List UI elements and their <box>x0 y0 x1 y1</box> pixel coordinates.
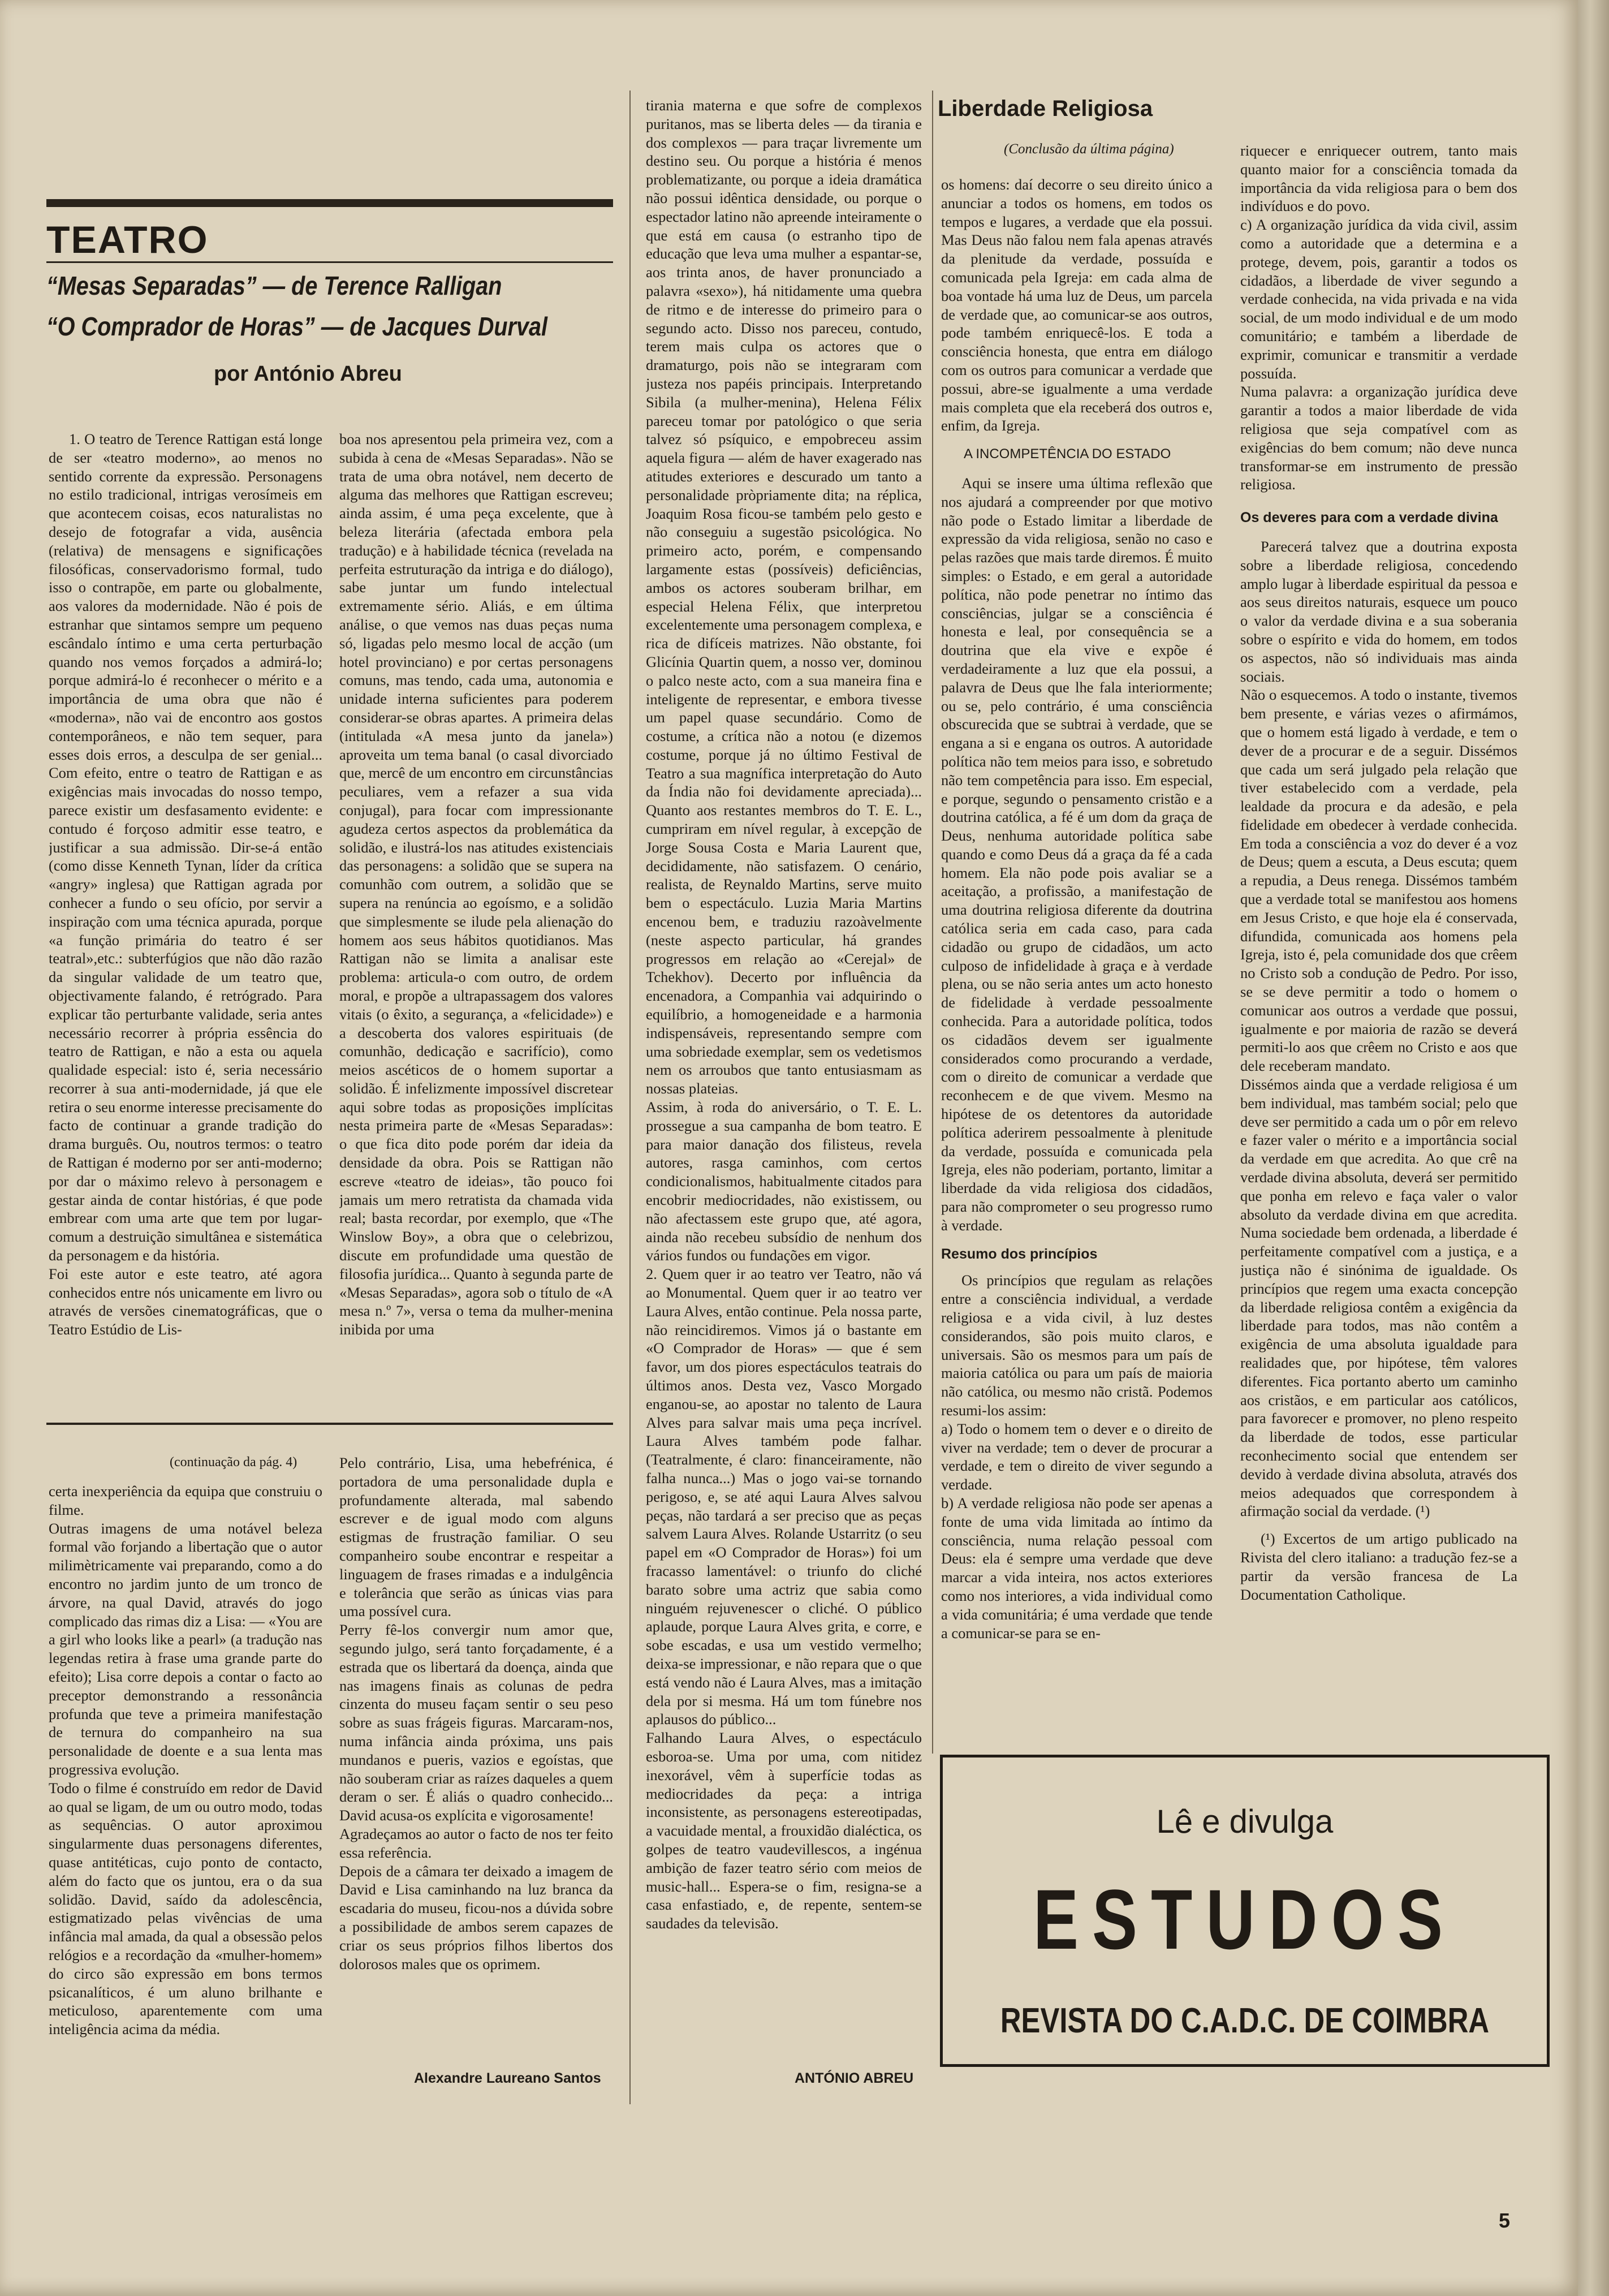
cinema-col2-text: Pelo contrário, Lisa, uma hebefrénica, é portadora de uma personalidade dupla e profundamente alterada, mal sabendo escrever e de igual modo com alguns estigmas de frustração familiar. O seu companheiro soube encontrar e respeitar a linguagem de frases rimadas e a indulgência e tolerância que serão as únicas vias para uma possível cura. Perry fê-los convergir num amor que, segundo julgo, será tanto forçadamente, é a estrada que os libertará da doença, ainda que nas imagens finais as colunas de pedra cinzenta do museu façam sentir o seu peso sobre as suas frágeis figuras. Marcaram-nos, numa infância ainda próxima, uns pais mundanos e pueris, vazios e egoístas, que não souberam criar as raízes daqueles a quem deram o ser. É aliás o quadro conhecido... David acusa-os explícita e vigorosamente! Agradeçamos ao autor o facto de nos ter feito essa referência. Depois de a câmara ter deixado a imagem de David e Lisa caminhando na luz branca da escadaria do museu, ficou-nos a dúvida sobre a possibilidade de ambos serem capazes de criar os seus próprios filhos libertos dos dolorosos males que os oprimem. <box>339 1454 613 1972</box>
article-title-1: “Mesas Separadas” — de Terence Ralligan <box>46 271 502 300</box>
ad-title: ESTUDOS <box>1033 1872 1457 1967</box>
cinema-col1-text: certa inexperiência da equipa que construiu o filme. Outras imagens de uma notável beleza formal vão forjando a libertação que o autor milimètricamente vai preparando, como a do encontro no jardim junto de um tronco de árvore, na qual David, através do jogo complicado das rimas diz a Lisa: — «You are a girl who looks like a pearl» (a tradução nas legendas retira à frase uma grande parte do efeito); Lisa corre depois a contar o facto ao preceptor demonstrando a ressonância profunda que teve a primeira manifestação de ternura do companheiro na sua personalidade de doente e a sua lenta mas progressiva evolução. Todo o filme é construído em redor de David ao qual se ligam, de um ou outro modo, todas as sequências. O autor aproximou singularmente duas personagens diferentes, quase antitéticas, cujo ponto de contacto, além do facto que os juntou, era o da sua solidão. David, saído da adolescência, estigmatizado pelas vivências de uma infância mal amada, da qual a obsessão pelos relógios e a recordação da «mulher-homem» do circo são expressão em bons termos psicanalíticos, é um aluno brilhante e meticuloso, aparentemente com uma inteligência acima da média. <box>49 1483 322 2038</box>
section-heading: TEATRO <box>46 218 209 261</box>
liberdade-title: Liberdade Religiosa <box>938 96 1153 121</box>
continuation-note: (continuação da pág. 4) <box>170 1455 297 1470</box>
teatro-column-1 <box>49 430 322 1403</box>
liberdade-col2b-text: Parecerá talvez que a doutrina exposta sobre a liberdade religiosa, concedendo amplo lugar à liberdade espiritual da pessoa e aos seus direitos naturais, esquece um pouco o valor da verdade divina e a sua soberania sobre o espírito e vida do homem, em todos os aspectos, não só individuais mas ainda sociais. Não o esquecemos. A todo o instante, tivemos bem presente, e várias vezes o afirmámos, que o homem está ligado à verdade, e tem o dever de a procurar e de a seguir. Dissémos que cada um será julgado pela relação que tiver estabelecido com a verdade, pela lealdade da procura e da adesão, e pela fidelidade em obedecer à verdade conhecida. Em toda a consciência a voz do dever é a voz de Deus; quem a escuta, a Deus escuta; quem a repudia, a Deus renega. Dissémos também que a verdade total se manifestou aos homens em Jesus Cristo, e que hoje ela é conservada, difundida, comunicada aos homens pela Igreja, isto é, pela comunidade dos que crêem no Cristo sob a condução de Pedro. Por isso, se se deve permitir a todo o homem o comunicar aos outros a verdade que possui, igualmente e por maioria de razão se deverá permiti-lo aos que crêem no Cristo e aos que dele receberam mandato. Dissémos ainda que a verdade religiosa é um bem individual, mas também social; pelo que deve ser permitido a cada um o pôr em relevo e fazer valer o mérito e a importância social da verdade em que acredita. Ao que crê na verdade divina absoluta, deverá ser permitido que ponha em relevo e faça valer o valor absoluto da verdade divina em que acredita. Numa sociedade bem ordenada, a liberdade é perfeitamente compatível com a justiça, e a justiça não é sinónima de igualdade. Os princípios que regem uma exacta concepção da liberdade religiosa contêm a exigência da liberdade para todos, mas não contêm a exigência de uma absoluta igualdade para realidades que, por hipótese, têm valores diferentes. Fica portanto aberto um caminho aos cristãos, e em particular aos católicos, para favorecer e promover, no pleno respeito da liberdade de todos, esse particular reconhecimento social que entendem ser devido à verdade divina absoluta, através dos meios adequados que correspondem à afirmação social da verdade. (¹) <box>1240 537 1517 1520</box>
subhead-resumo: Resumo dos princípios <box>941 1246 1098 1262</box>
cinema-column-2 <box>339 1454 613 2076</box>
estudos-advertisement <box>940 1755 1550 2067</box>
subhead-deveres: Os deveres para com a verdade divina <box>1240 510 1498 526</box>
liberdade-col1c-text: Os princípios que regulam as relações entre a consciência individual, a verdade religiosa e a vida civil, à luz destes considerandos, são pois muito claros, e universais. São os mesmos para um país de maioria católica ou para um país de maioria não católica, ou mesmo não cristã. Podemos resumi-los assim: a) Todo o homem tem o dever e o direito de viver na verdade; tem o dever de procurar a verdade, e tem o direito de viver segundo a verdade. b) A verdade religiosa não pode ser apenas a fonte de uma vida limitada ao íntimo da consciência, numa relação pessoal com Deus: ela é sempre uma verdade que deve marcar a vida inteira, nos actos exteriores como nos interiores, a vida individual como a vida comunitária; é uma verdade que tende a comunicar-se para se en- <box>941 1272 1213 1642</box>
heading-underline <box>46 261 613 263</box>
liberdade-col1b-text: Aqui se insere uma última reflexão que nos ajudará a compreender por que motivo não pode o Estado limitar a liberdade de expressão da vida religiosa, senão no caso e pelas razões que mais tarde diremos. É muito simples: o Estado, e em geral a autoridade política, não pode penetrar no íntimo das consciências, julgar se a consciência é honesta e leal, por consequência se a doutrina que ela vive e expõe é verdadeiramente a luz que ela possui, a palavra de Deus que lhe fala interiormente; ou se, pelo contrário, é uma consciência obscurecida que se subtrai à verdade, que se engana a si e engana os outros. A autoridade política não tem meios para isso, e sobretudo não tem competência para isso. Em especial, e porque, segundo o pensamento cristão e a doutrina católica, a fé é um dom da graça de Deus, nenhuma autoridade política sabe quando e como Deus dá a graça da fé a cada homem. Ela não pode pois avaliar se a aceitação, a profissão, a manifestação de uma doutrina religiosa diferente da doutrina católica seria em cada caso, para cada cidadão ou grupo de cidadãos, um acto culposo de infidelidade à graça e à verdade plena, ou se não seria antes um acto honesto de fidelidade à verdade pessoalmente conhecida. Para a autoridade política, todos os cidadãos devem ser igualmente considerados como procurando a verdade, com o direito de comunicar a verdade que reconhecem e de que vivem. Mesmo na hipótese de os detentores da autoridade política aderirem pessoalmente à plenitude da verdade, possuída e comunicada pela Igreja, eles não poderiam, portanto, limitar a liberdade da vida religiosa dos cidadãos, para não comprometer o seu progresso rumo à verdade. <box>941 474 1213 1234</box>
ad-line-1: Lê e divulga <box>1156 1803 1334 1840</box>
liberdade-column-1 <box>941 175 1213 1742</box>
teatro-signature: ANTÓNIO ABREU <box>795 2070 914 2086</box>
cinema-signature: Alexandre Laureano Santos <box>414 2070 601 2086</box>
cinema-column-1 <box>49 1482 322 2104</box>
teatro-col1-text: 1. O teatro de Terence Rattigan está longe de ser «teatro moderno», ao menos no sentido corrente da expressão. Personagens no estilo tradicional, intrigas verosímeis em que acontecem coisas, ecos naturalistas no desejo de fotografar a vida, ausência (relativa) de mensagens e significações filosóficas, conservadorismo formal, tudo isso o contrapõe, em parte ou globalmente, aos valores da modernidade. Não é pois de estranhar que sintamos sempre um pequeno escândalo íntimo e uma certa perturbação quando nos vemos forçados a admirá-lo; porque admirá-lo é reconhecer o mérito e a importância de uma obra que não é «moderna», não vai de encontro aos gostos contemporâneos, e não tem sequer, para esses dois erros, a desculpa de ser genial... Com efeito, entre o teatro de Rattigan e as exigências mais invocadas do nosso tempo, parece existir um desfasamento evidente: e contudo é forçoso admitir esse teatro, e justificar a sua admissão. Dir-se-á então (como disse Kenneth Tynan, líder da crítica «angry» inglesa) que Rattigan agrada por conhecer a fundo o seu ofício, por servir a inspiração com uma técnica apurada, porque «a função primária do teatro é ser teatral»,etc.: subterfúgios que não dão razão da singular validade de um teatro que, objectivamente falando, é retrógrado. Para explicar tão perturbante validade, seria antes necessário recorrer à própria essência do teatro de Rattigan, e não a esta ou aquela qualidade especial: isto é, seria necessário recorrer à sua anti-modernidade, já que ele retira o seu enorme interesse precisamente do facto de continuar a grande tradição do drama burguês. Ou, noutros termos: o teatro de Rattigan é moderno por ser anti-moderno; por dar o máximo relevo à personagem e gestar ainda de contar histórias, é que pode embrear com uma arte que tem por lugar-comum a destruição simultânea e sistemática da personagem e da história. Foi este autor e este teatro, até agora conhecidos entre nós unicamente em livro ou através de versões cinematográficas, que o Teatro Estúdio de Lis- <box>49 430 322 1338</box>
top-rule <box>46 199 613 207</box>
teatro-column-3 <box>646 96 922 2031</box>
column-divider-right <box>932 91 933 1754</box>
liberdade-col1a-text: os homens: daí decorre o seu direito único a anunciar a todos os homens, em todos os tempos e lugares, a verdade que ela possui. Mas Deus não falou nem fala apenas através da plenitude da verdade, possuída e comunicada pela Igreja: em cada alma de boa vontade há uma luz de Deus, um parcela de verdade que, ao comunicar-se aos outros, pode também enriquecê-los. E toda a consciência honesta, que entra em diálogo com os outros para comunicar a verdade que possui, abre-se igualmente a uma verdade mais completa que ela receberá dos outros e, enfim, da Igreja. <box>941 176 1213 434</box>
page-edge <box>1578 0 1609 2296</box>
liberdade-column-2 <box>1240 141 1517 1742</box>
subhead-incompetencia: A INCOMPETÊNCIA DO ESTADO <box>964 446 1171 462</box>
teatro-col3-text: tirania materna e que sofre de complexos puritanos, mas se liberta deles — da tirania e dos complexos — para traçar livremente um destino seu. Ou porque a história é menos problematizante, ou porque a ideia dramática não possui idêntica densidade, ou porque o espectador latino não apreende inteiramente o que está em causa (o estranho tipo de educação que leva uma mulher a espantar-se, aos trinta anos, de haver pronunciado a palavra «sexo»), há nitidamente uma quebra de ritmo e de interesse do primeiro para o segundo acto. Disso nos pareceu, contudo, terem mais culpa os actores que o dramaturgo, pois não se integraram com justeza nos papéis principais. Interpretando Sibila (a mulher-menina), Helena Félix pareceu tomar por patológico o que seria talvez só psíquico, e empobreceu assim aquela figura — além de haver exagerado nas atitudes exteriores e descurado um tanto a personalidade pròpriamente dita; na réplica, Joaquim Rosa ficou-se também pelo gesto e não conseguiu a sugestão psicológica. No primeiro acto, porém, e compensando largamente estas (possíveis) deficiências, ambos os actores souberam brilhar, em especial Helena Félix, que interpretou excelentemente uma personagem complexa, e rica de difíceis matrizes. Não obstante, foi Glicínia Quartin quem, a nosso ver, dominou o palco neste acto, com a sua maneira fina e inteligente de representar, e embora tivesse um papel quase secundário. Como de costume, a crítica não a notou (e dizemos costume, porque já no último Festival de Teatro a sua magnífica interpretação do Auto da Índia não foi devidamente apreciada)... Quanto aos restantes membros do T. E. L., cumpriram em nível regular, à excepção de Jorge Sousa Costa e Maria Laurent que, decididamente, não satisfazem. O cenário, realista, de Reynaldo Martins, serve muito bem o espectáculo. Luzia Maria Martins encenou bem, e traduziu razoàvelmente (neste aspecto particular, há grandes progressos em relação ao «Cerejal» de Tchekhov). Decerto por influência da encenadora, a Companhia vai adquirindo o equilíbrio, a homogeneidade e a harmonia indispensáveis, representando sempre com uma sobriedade exemplar, sem os vedetismos nem os arroubos que tanto entusiasmam as nossas plateias. Assim, à roda do aniversário, o T. E. L. prossegue a sua campanha de bom teatro. E para maior danação dos filisteus, revela autores, rasga caminhos, com certos condicionalismos, habitualmente citados para encobrir mediocridades, não existissem, ou não afectassem este grupo que, até agora, ainda não recebeu subsídio de nenhum dos vários fundos ou fundações em vigor. 2. Quem quer ir ao teatro ver Teatro, não vá ao Monumental. Quem quer ir ao teatro ver Laura Alves, então continue. Pela nossa parte, não reincidiremos. Vimos já o bastante em «O Comprador de Horas» — que é sem favor, um dos piores espectáculos teatrais do últimos anos. Desta vez, Vasco Morgado enganou-se, ao apostar no talento de Laura Alves para salvar mais uma peça incrível. Laura Alves também pode falhar. (Teatralmente, é claro: financeiramente, não falha nunca...) Mas o jogo vai-se tornando perigoso, e, se até aqui Laura Alves salvou peças, não tardará a ser preciso que as peças salvem Laura Alves. Rolande Ustarritz (o seu papel em «O Comprador de Horas») foi um fracasso lamentável: o triunfo do cliché barato sobre uma actriz que sabia como ninguém rejuvenescer o cliché. O público aplaude, porque Laura Alves grita, e corre, e sobe escadas, e usa um vestido vermelho; deixa-se impressionar, e não repara que o que está vendo não é Laura Alves, mas a imitação dela por si mesma. Há um tom fúnebre nos aplausos do público... Falhando Laura Alves, o espectáculo esboroa-se. Uma por uma, com nitidez inexorável, vêm à superfície todas as mediocridades da peça: a intriga inconsistente, as personagens estereotipadas, a vacuidade mental, a frouxidão dialéctica, os golpes de teatro vaudevillescos, a ingénua ambição de fazer teatro sério com meios de music-hall... Espera-se o fim, resigna-se a casa enfastiado, e, de repente, sentem-se saudades da televisão. <box>646 97 922 1932</box>
byline: por António Abreu <box>214 362 402 386</box>
section-divider <box>46 1423 613 1425</box>
footnote: (¹) Excertos de um artigo publicado na Rivista del clero italiano: a tradução fez-se a partir da versão francesa de La Documentation Catholique. <box>1240 1530 1517 1603</box>
page-number: 5 <box>1499 2209 1511 2232</box>
teatro-column-2 <box>339 430 613 1403</box>
column-divider-mid <box>629 91 631 2104</box>
conclusion-note: (Conclusão da última página) <box>1004 141 1174 157</box>
liberdade-col2a-text: riquecer e enriquecer outrem, tanto mais quanto maior for a consciência tomada da importância da vida religiosa para o bem dos indivíduos e do povo. c) A organização jurídica da vida civil, assim como a autoridade que a determina e a protege, devem, pois, garantir a todos os cidadãos, a liberdade de viver segundo a verdade conhecida, na vida privada e na vida social, de um modo individual e de um modo comunitário; e também a liberdade de exprimir, comunicar e transmitir a verdade possuída. Numa palavra: a organização jurídica deve garantir a todos a maior liberdade de vida religiosa que seja compatível com as exigências do bem comum; não deve nunca transformar-se em instrumento de pressão religiosa. <box>1240 142 1517 493</box>
teatro-col2-text: boa nos apresentou pela primeira vez, com a subida à cena de «Mesas Separadas». Não se trata de uma obra notável, nem decerto de alguma das melhores que Rattigan escreveu; ainda assim, é uma peça excelente, que à beleza literária (afectada embora pela tradução) e à habilidade técnica (revelada na perfeita estruturação da intriga e do diálogo), sabe juntar um fundo intelectual extremamente sério. Aliás, e em última análise, o que vemos nas duas peças numa só, ligadas pelo mesmo local de acção (um hotel provinciano) e por certas personagens comuns, mas tendo, cada uma, autonomia e unidade interna suficientes para poderem considerar-se obras apartes. A primeira delas (intitulada «A mesa junto da janela») aproveita um tema banal (o casal divorciado que, mercê de um encontro em circunstâncias peculiares, vem a refazer a sua vida conjugal), para focar com impressionante agudeza certos aspectos da problemática da solidão, e ilustrá-los nas atitudes existenciais das personagens: a solidão que se supera na comunhão com outrem, a solidão que se supera na renúncia ao egoísmo, e a solidão que simplesmente se ilude pela alienação do homem aos seus hábitos quotidianos. Mas Rattigan não se limita a analisar este problema: articula-o com outro, de ordem moral, e propõe a ultrapassagem dos valores vitais (o êxito, a segurança, a «felicidade») e a descoberta dos valores espirituais (de comunhão, dedicação e sacrifício), como meios ascéticos de o homem suportar a solidão. É infelizmente impossível discretear aqui sobre todas as proposições implícitas nesta primeira parte de «Mesas Separadas»: o que fica dito pode porém dar ideia da densidade da obra. Pois se Rattigan não escreve «teatro de ideias», tão pouco foi jamais um mero retratista da chamada vida real; basta recordar, por exemplo, que «The Winslow Boy», a obra que o celebrizou, discute em profundidade uma questão de filosofia jurídica... Quanto à segunda parte de «Mesas Separadas», agora sob o título de «A mesa n.º 7», versa o tema da mulher-menina inibida por uma <box>339 430 613 1338</box>
ad-line-3: REVISTA DO C.A.D.C. DE COIMBRA <box>1000 2001 1490 2040</box>
article-title-2: “O Comprador de Horas” — de Jacques Durval <box>46 312 547 341</box>
